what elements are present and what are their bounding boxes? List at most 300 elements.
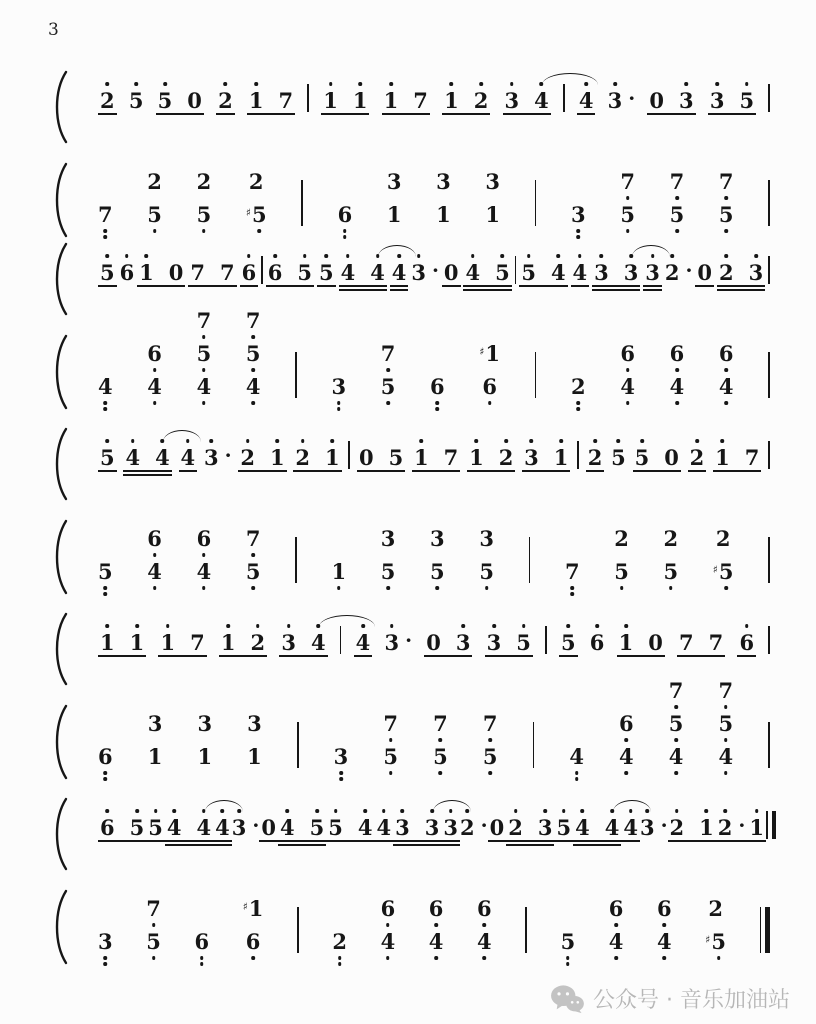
note-digit-wrap — [381, 897, 396, 920]
jianpu-note — [690, 446, 705, 469]
chord — [479, 527, 494, 583]
octave-dot-below — [251, 368, 255, 372]
octave-dot-below — [436, 401, 440, 405]
note-digit: 6 — [477, 896, 492, 921]
bass-line — [98, 132, 770, 226]
beam-group — [424, 631, 472, 657]
note-digit: 3 — [203, 445, 219, 470]
note-digit: 4 — [98, 374, 113, 399]
note-digit: 3 — [443, 815, 458, 840]
octave-dot-above — [581, 809, 585, 813]
note-digit-wrap — [392, 261, 407, 284]
note-digit: 4 — [657, 929, 672, 954]
chord — [436, 170, 451, 226]
note-digit-wrap — [679, 89, 694, 112]
jianpu-note — [147, 342, 162, 365]
note-digit: 4 — [718, 374, 734, 399]
jianpu-note — [387, 203, 402, 226]
note-digit-wrap — [295, 446, 310, 469]
note-digit-wrap — [718, 816, 733, 839]
jianpu-note — [359, 446, 374, 469]
jianpu-note — [657, 897, 672, 920]
melody-line — [98, 256, 770, 284]
note-digit: 1 — [323, 88, 338, 113]
note-digit: 0 — [426, 630, 441, 655]
note-digit: 6 — [718, 341, 734, 366]
note-digit-wrap — [197, 712, 212, 735]
note-digit: 3 — [504, 88, 520, 113]
octave-dot-above — [640, 439, 644, 443]
octave-dot-below — [614, 923, 618, 927]
octave-dot-below — [200, 962, 204, 966]
melody-line — [98, 441, 770, 469]
note-digit-wrap — [376, 816, 391, 839]
beam-group — [266, 261, 314, 287]
note-digit: 3 — [197, 711, 213, 736]
octave-dot-above — [106, 439, 110, 443]
note-digit: 2 — [248, 169, 264, 194]
jianpu-note — [443, 816, 458, 839]
note-digit: 3 — [571, 202, 586, 227]
beam-group — [688, 446, 707, 472]
jianpu-note — [718, 679, 733, 702]
jianpu-note — [444, 446, 459, 469]
note-digit-wrap — [483, 712, 498, 735]
note-digit-wrap — [220, 261, 235, 284]
octave-dot-below — [104, 777, 108, 781]
octave-dot-above — [755, 809, 759, 813]
note-digit-wrap — [232, 816, 247, 839]
note-digit: 5 — [718, 559, 734, 584]
note-digit-wrap — [147, 375, 162, 398]
chord — [718, 679, 733, 768]
note-digit: 3 — [479, 526, 494, 551]
jianpu-note — [147, 375, 162, 398]
note-digit: 3 — [380, 526, 396, 551]
note-digit: 5 — [129, 815, 145, 840]
note-digit-wrap — [429, 897, 444, 920]
jianpu-note — [551, 261, 566, 284]
octave-dot-below — [104, 962, 108, 966]
beam-group — [747, 816, 766, 842]
note-digit: 5 — [309, 815, 325, 840]
note-digit-wrap — [718, 712, 733, 735]
jianpu-note — [739, 631, 754, 654]
note-digit: 6 — [482, 374, 497, 399]
augmentation-dot: · — [252, 813, 260, 837]
augmentation-dot: · — [685, 258, 693, 282]
octave-dot-above — [725, 254, 729, 258]
jianpu-note — [508, 816, 523, 839]
jianpu-note — [389, 446, 404, 469]
note-digit: 4 — [718, 744, 734, 769]
jianpu-note — [98, 375, 113, 398]
note-digit-wrap — [538, 816, 553, 839]
note-digit-wrap — [620, 342, 635, 365]
note-digit-wrap — [311, 631, 326, 654]
system-brace — [50, 797, 72, 871]
octave-dot-below — [663, 923, 667, 927]
jianpu-note — [197, 203, 212, 226]
octave-dot-below — [674, 705, 678, 709]
note-digit-wrap — [247, 745, 262, 768]
jianpu-note — [155, 446, 170, 469]
note-digit: 3 — [331, 374, 347, 399]
note-digit-wrap — [561, 930, 576, 953]
final-barline — [766, 811, 776, 839]
note-digit: 7 — [718, 169, 734, 194]
note-digit: 4 — [534, 88, 549, 113]
jianpu-note — [465, 261, 480, 284]
octave-dot-above — [106, 809, 110, 813]
note-digit: 7 — [98, 202, 113, 227]
system-5 — [40, 795, 776, 977]
jianpu-note — [221, 631, 236, 654]
octave-dot-above — [675, 809, 679, 813]
octave-dot-below — [614, 956, 618, 960]
jianpu-note — [139, 261, 154, 284]
note-digit-wrap — [100, 816, 115, 839]
note-digit-wrap — [167, 816, 182, 839]
note-digit: 6 — [669, 341, 685, 366]
chord — [146, 897, 161, 953]
jianpu-note — [624, 261, 639, 284]
note-digit-wrap — [594, 261, 609, 284]
octave-dot-above — [475, 439, 479, 443]
jianpu-note — [669, 679, 684, 702]
beam-group — [488, 816, 507, 842]
octave-dot-below — [436, 407, 440, 411]
beam-group — [633, 446, 681, 472]
note-digit-wrap — [251, 631, 266, 654]
note-digit-wrap — [100, 89, 115, 112]
jianpu-note — [554, 446, 569, 469]
note-digit-wrap — [148, 745, 163, 768]
beam-group — [98, 446, 117, 472]
octave-dot-above — [256, 624, 260, 628]
beam-group — [393, 816, 441, 842]
octave-dot-below — [436, 586, 440, 590]
beam-group — [442, 261, 461, 287]
system-brace — [50, 704, 72, 780]
note-digit: 7 — [245, 308, 261, 333]
note-digit-wrap — [444, 261, 459, 284]
octave-dot-above — [670, 254, 674, 258]
note-digit-wrap — [197, 375, 212, 398]
octave-dot-below — [577, 235, 581, 239]
note-digit: 5 — [620, 202, 635, 227]
beam-group — [412, 446, 460, 472]
note-digit: 5 — [739, 88, 755, 113]
octave-dot-below — [724, 771, 728, 775]
note-digit: 2 — [508, 815, 523, 840]
jianpu-note — [158, 89, 173, 112]
octave-dot-above — [705, 809, 709, 813]
note-digit-wrap — [670, 816, 685, 839]
note-digit: 5 — [668, 711, 684, 736]
jianpu-note — [705, 930, 726, 953]
note-digit-wrap — [383, 712, 398, 735]
beam-group — [485, 631, 533, 657]
jianpu-note — [664, 258, 693, 285]
octave-dot-below — [389, 771, 393, 775]
note-digit: 2 — [250, 630, 266, 655]
octave-dot-below — [153, 553, 157, 557]
note-digit-wrap — [508, 816, 523, 839]
note-digit: 3 — [607, 88, 623, 113]
note-digit-wrap — [433, 745, 448, 768]
beam-group — [354, 631, 373, 657]
jianpu-note — [197, 712, 212, 735]
jianpu-note — [319, 261, 334, 284]
note-digit-wrap — [413, 89, 428, 112]
note-digit: 3 — [594, 260, 609, 285]
jianpu-note — [383, 712, 398, 735]
note-digit: 3 — [411, 260, 426, 285]
note-digit: 7 — [278, 88, 294, 113]
jianpu-note — [331, 560, 346, 583]
note-digit: 6 — [608, 896, 624, 921]
note-digit-wrap — [443, 816, 458, 839]
octave-dot-above — [301, 439, 305, 443]
jianpu-note — [477, 930, 492, 953]
octave-dot-above — [163, 82, 167, 86]
note-digit-wrap — [381, 930, 396, 953]
system-brace — [50, 70, 72, 144]
note-digit: 6 — [100, 815, 115, 840]
jianpu-note — [197, 560, 212, 583]
barline — [535, 180, 537, 226]
jianpu-note — [433, 745, 448, 768]
octave-dot-below — [724, 705, 728, 709]
barline — [525, 907, 527, 953]
note-digit: 3 — [231, 815, 247, 840]
jianpu-note — [485, 170, 500, 193]
note-digit: 6 — [267, 260, 283, 285]
chord — [620, 342, 635, 398]
octave-dot-below — [625, 771, 629, 775]
note-digit: 3 — [395, 815, 410, 840]
octave-dot-above — [401, 809, 405, 813]
jianpu-note — [579, 89, 594, 112]
note-digit: 4 — [465, 260, 481, 285]
jianpu-note — [246, 527, 261, 550]
note-digit-wrap — [609, 930, 624, 953]
note-digit: 5 — [718, 711, 734, 736]
system-2 — [40, 240, 776, 422]
octave-dot-below — [626, 368, 630, 372]
octave-dot-below — [674, 771, 678, 775]
octave-dot-above — [471, 254, 475, 258]
note-digit: 3 — [748, 260, 764, 285]
jianpu-note — [495, 261, 510, 284]
jianpu-note — [100, 631, 115, 654]
note-digit-wrap — [190, 261, 205, 284]
note-digit: 1 — [147, 744, 163, 769]
note-digit: 1 — [248, 88, 264, 113]
note-digit-wrap — [645, 261, 660, 284]
note-digit: 6 — [619, 711, 634, 736]
beam-group — [695, 261, 714, 287]
note-digit: 2 — [587, 445, 603, 470]
barline — [529, 537, 531, 583]
note-digit-wrap — [358, 816, 373, 839]
jianpu-note — [328, 816, 343, 839]
note-digit-wrap — [389, 446, 404, 469]
jianpu-note — [384, 89, 399, 112]
note-digit: 4 — [245, 374, 261, 399]
beam-group — [716, 813, 748, 842]
jianpu-note — [619, 712, 634, 735]
chord — [381, 527, 396, 583]
note-digit: 3 — [386, 169, 402, 194]
note-digit-wrap — [716, 527, 731, 550]
chord — [246, 170, 267, 226]
octave-dot-below — [337, 407, 341, 411]
note-digit-wrap — [246, 342, 261, 365]
note-digit: 3 — [281, 630, 296, 655]
note-digit: 0 — [443, 260, 459, 285]
octave-dot-below — [104, 586, 108, 590]
augmentation-dot: · — [738, 813, 746, 837]
jianpu-note — [521, 261, 536, 284]
note-digit-wrap — [181, 446, 196, 469]
octave-dot-above — [224, 82, 228, 86]
note-digit-wrap — [719, 375, 734, 398]
note-digit: 6 — [428, 896, 444, 921]
jianpu-note — [648, 631, 663, 654]
note-digit: 5 — [663, 559, 679, 584]
jianpu-note — [370, 261, 385, 284]
octave-dot-above — [492, 624, 496, 628]
note-digit-wrap — [690, 446, 705, 469]
jianpu-note — [338, 203, 353, 226]
augmentation-dot: · — [224, 443, 232, 467]
note-digit: 6 — [657, 896, 672, 921]
jianpu-note — [499, 446, 514, 469]
jianpu-note — [167, 816, 182, 839]
note-digit-wrap — [485, 342, 500, 365]
note-digit-wrap — [381, 375, 396, 398]
note-digit-wrap — [534, 89, 549, 112]
note-digit: 2 — [663, 526, 679, 551]
octave-dot-below — [724, 196, 728, 200]
note-digit: 5 — [556, 815, 572, 840]
note-digit-wrap — [356, 631, 371, 654]
note-digit-wrap — [328, 816, 343, 839]
octave-dot-below — [153, 401, 157, 405]
chord — [147, 527, 162, 583]
jianpu-note — [477, 897, 492, 920]
jianpu-note — [381, 342, 396, 365]
note-digit-wrap — [719, 203, 734, 226]
note-digit: 6 — [337, 202, 353, 227]
octave-dot-below — [724, 738, 728, 742]
note-digit-wrap — [242, 261, 257, 284]
octave-dot-below — [153, 368, 157, 372]
note-digit: 1 — [325, 445, 340, 470]
note-digit: 7 — [380, 341, 396, 366]
tie-arc — [542, 73, 598, 85]
octave-dot-above — [285, 809, 289, 813]
note-digit: 4 — [355, 630, 371, 655]
jianpu-note — [670, 342, 685, 365]
note-digit-wrap — [215, 816, 230, 839]
jianpu-note — [247, 745, 262, 768]
jianpu-note — [411, 258, 439, 285]
note-digit: 4 — [620, 374, 635, 399]
jianpu-note — [279, 89, 294, 112]
jianpu-note — [147, 203, 162, 226]
octave-dot-below — [257, 229, 261, 233]
note-digit: 4 — [196, 374, 212, 399]
note-digit-wrap — [490, 816, 505, 839]
octave-dot-below — [202, 401, 206, 405]
jianpu-note — [594, 261, 609, 284]
octave-dot-above — [209, 439, 213, 443]
barline — [307, 84, 309, 112]
jianpu-note — [147, 170, 162, 193]
note-digit: 5 — [634, 445, 650, 470]
note-digit-wrap — [648, 631, 663, 654]
jianpu-note — [620, 342, 635, 365]
octave-dot-above — [390, 624, 394, 628]
system-brace — [50, 162, 72, 238]
octave-dot-below — [620, 586, 624, 590]
chord — [147, 170, 162, 226]
note-digit-wrap — [679, 631, 694, 654]
octave-dot-above — [131, 439, 135, 443]
note-digit-wrap — [657, 897, 672, 920]
note-digit-wrap — [100, 631, 115, 654]
note-digit: 3 — [485, 169, 501, 194]
note-digit-wrap — [147, 203, 162, 226]
chord — [713, 527, 734, 583]
beam-group — [156, 89, 204, 115]
note-digit-wrap — [477, 930, 492, 953]
octave-dot-below — [439, 738, 443, 742]
note-digit-wrap — [197, 170, 212, 193]
beam-group — [137, 261, 185, 287]
note-digit-wrap — [719, 170, 734, 193]
octave-dot-below — [724, 586, 728, 590]
beam-group — [98, 631, 146, 657]
note-digit-wrap — [147, 560, 162, 583]
jianpu-note — [187, 89, 202, 112]
note-digit-wrap — [571, 203, 586, 226]
chord — [429, 897, 444, 953]
jianpu-note — [413, 89, 428, 112]
note-digit-wrap — [619, 631, 634, 654]
note-digit: 3 — [486, 630, 502, 655]
note-digit-wrap — [383, 745, 398, 768]
jianpu-note — [98, 203, 113, 226]
jianpu-note — [575, 816, 590, 839]
octave-dot-below — [202, 368, 206, 372]
jianpu-note — [479, 560, 494, 583]
note-digit-wrap — [197, 816, 212, 839]
jianpu-note — [270, 446, 285, 469]
jianpu-note — [197, 170, 212, 193]
octave-dot-above — [522, 624, 526, 628]
note-digit: 3 — [436, 169, 451, 194]
jianpu-note — [295, 446, 310, 469]
note-digit: 3 — [639, 815, 655, 840]
note-digit: 0 — [489, 815, 505, 840]
note-digit: 5 — [245, 559, 261, 584]
octave-dot-above — [479, 82, 483, 86]
note-digit-wrap — [745, 446, 760, 469]
